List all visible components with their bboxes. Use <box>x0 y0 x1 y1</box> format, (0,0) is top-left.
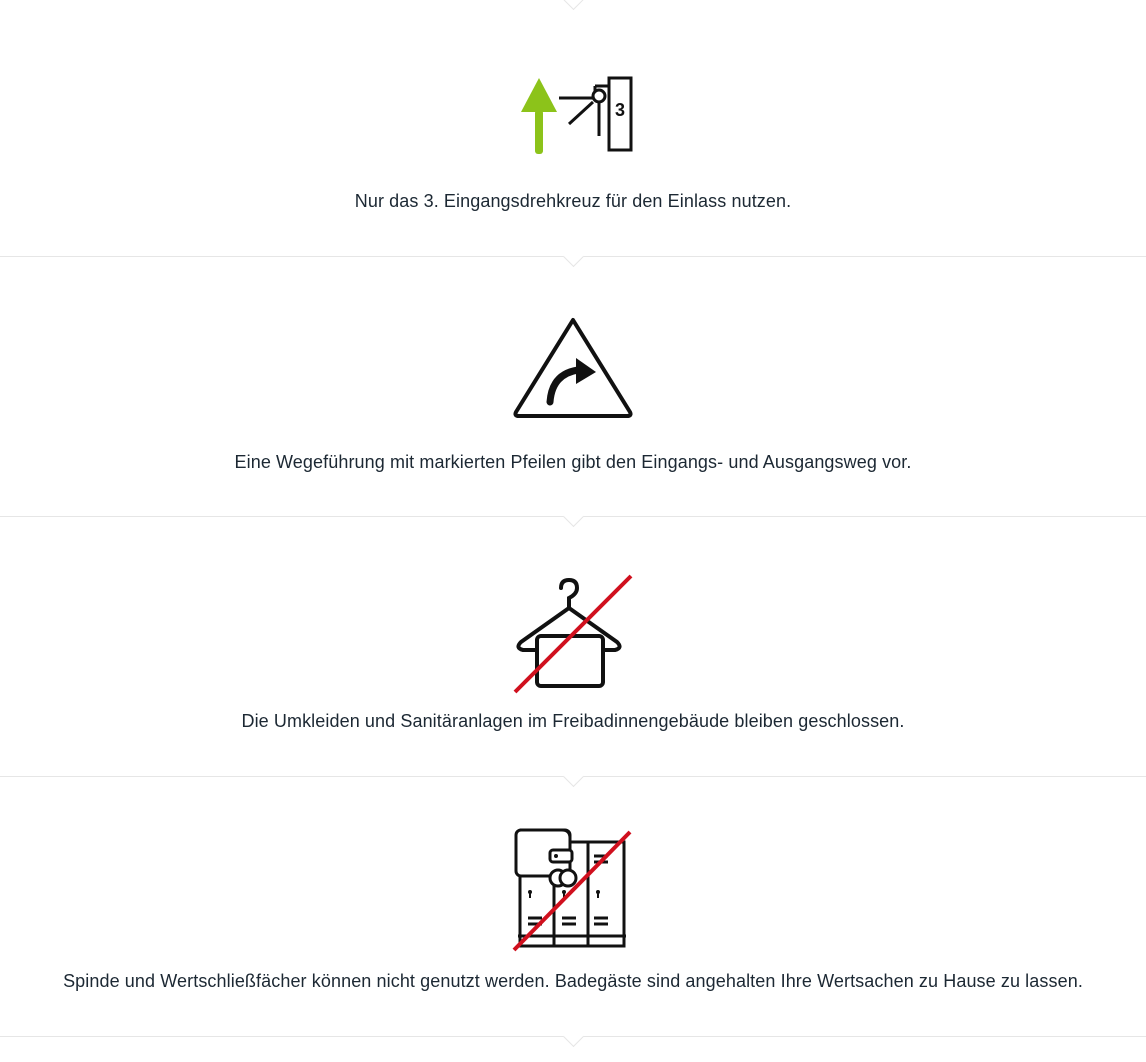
info-text-route: Eine Wegeführung mit markierten Pfeilen gibt den Eingangs- und Ausgangsweg vor. <box>234 452 912 472</box>
turnstile-arrow-icon <box>0 74 1146 158</box>
hanger-crossed-icon <box>0 574 1146 696</box>
route-arrow-warning-icon <box>0 316 1146 420</box>
info-text-changing-rooms: Die Umkleiden und Sanitäranlagen im Freibadinnengebäude bleiben geschlossen. <box>241 711 905 731</box>
info-text-lockers: Spinde und Wertschließfächer können nicht genutzt werden. Badegäste sind angehalten Ihre Wertsachen zu Hause zu lassen. <box>63 971 1083 991</box>
info-text-turnstile: Nur das 3. Eingangsdrehkreuz für den Einlass nutzen. <box>354 191 792 211</box>
turnstile-number: 3 <box>615 100 626 120</box>
lockers-wallet-crossed-icon <box>0 826 1146 952</box>
